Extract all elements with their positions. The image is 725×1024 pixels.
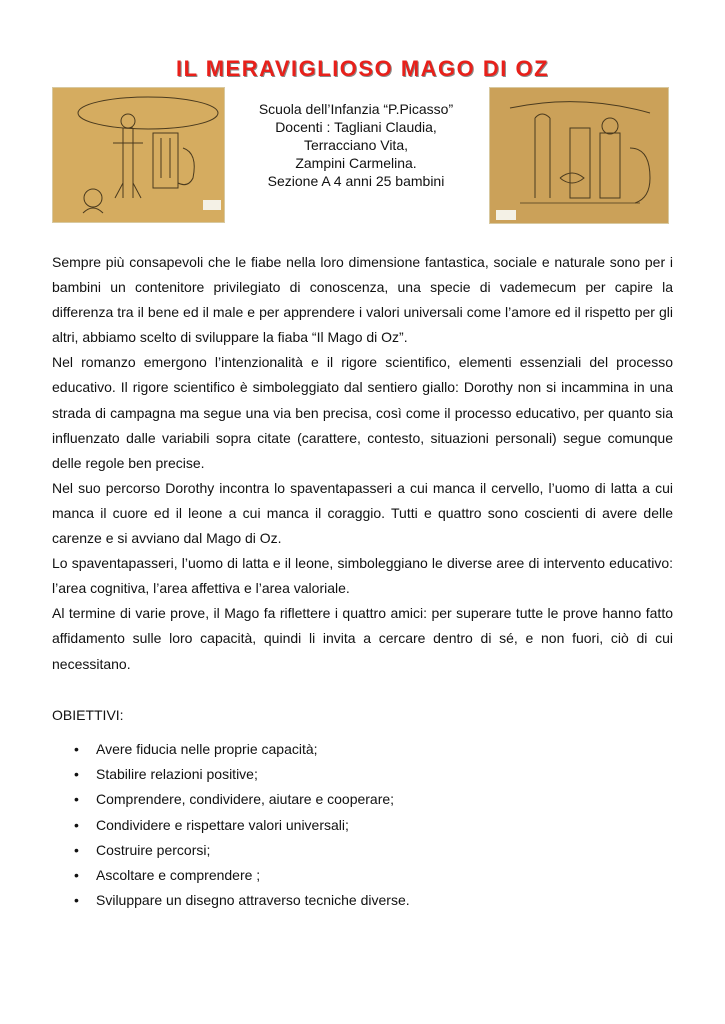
objective-item: • Ascoltare e comprendere ;	[52, 863, 673, 888]
intro-paragraph: Sempre più consapevoli che le fiabe nella loro dimensione fantastica, sociale e naturale sono per i bambini un contenitore privilegiato di conoscenza, una specie di vademecum per capire la differenza tra il bene ed il male e per apprendere i valori universali come l’amore ed il rispetto per gli altri, abbiamo scelto di sviluppare la fiaba “Il Mago di Oz”.	[52, 254, 673, 346]
school-info	[223, 100, 489, 190]
objectives-list	[52, 737, 673, 913]
document-title: IL MERAVIGLIOSO MAGO DI OZ	[175, 56, 550, 81]
teachers-line: Docenti : Tagliani Claudia,	[275, 119, 437, 135]
teacher-name: Terracciano Vita,	[303, 137, 408, 153]
objective-item: • Costruire percorsi;	[52, 838, 673, 863]
objective-item: • Stabilire relazioni positive;	[52, 762, 673, 787]
child-drawing-left-image	[52, 87, 225, 223]
child-drawing-right-image	[489, 87, 669, 224]
class-section: Sezione A 4 anni 25 bambini	[267, 173, 445, 189]
intro-paragraph: Al termine di varie prove, il Mago fa riflettere i quattro amici: per superare tutte le prove hanno fatto affidamento sulle loro capacità, quindi li invita a cercare dentro di sé, e non fuori, ciò di cui necessitano.	[52, 605, 673, 672]
teacher-name: Zampini Carmelina.	[295, 155, 417, 171]
intro-paragraph: Lo spaventapasseri, l’uomo di latta e il leone, simboleggiano le diverse aree di intervento educativo: l’area cognitiva, l’area affettiva e l’area valoriale.	[52, 555, 673, 597]
intro-paragraph: Nel suo percorso Dorothy incontra lo spaventapasseri a cui manca il cervello, l’uomo di latta a cui manca il cuore ed il leone a cui manca il coraggio. Tutti e quattro sono coscienti di avere delle carenze e si avviano dal Mago di Oz.	[52, 479, 673, 547]
objective-item: • Condividere e rispettare valori universali;	[52, 813, 673, 838]
objectives-heading: OBIETTIVI:	[52, 707, 124, 723]
objective-item: • Comprendere, condividere, aiutare e cooperare;	[52, 787, 673, 812]
objective-item: • Avere fiducia nelle proprie capacità;	[52, 737, 673, 762]
intro-paragraph: Nel romanzo emergono l’intenzionalità e il rigore scientifico, elementi essenziali del processo educativo. Il rigore scientifico è simboleggiato dal sentiero giallo: Dorothy non si incammina in una strada di campagna ma segue una via ben precisa, così come il processo educativo, per quanto sia influenzato dalle variabili sopra citate (carattere, contesto, situazioni personali) segue comunque delle regole ben precise.	[52, 354, 673, 471]
introduction-text	[52, 250, 673, 677]
school-name: Scuola dell’Infanzia “P.Picasso”	[258, 101, 454, 117]
objective-item: • Sviluppare un disegno attraverso tecniche diverse.	[52, 888, 673, 913]
